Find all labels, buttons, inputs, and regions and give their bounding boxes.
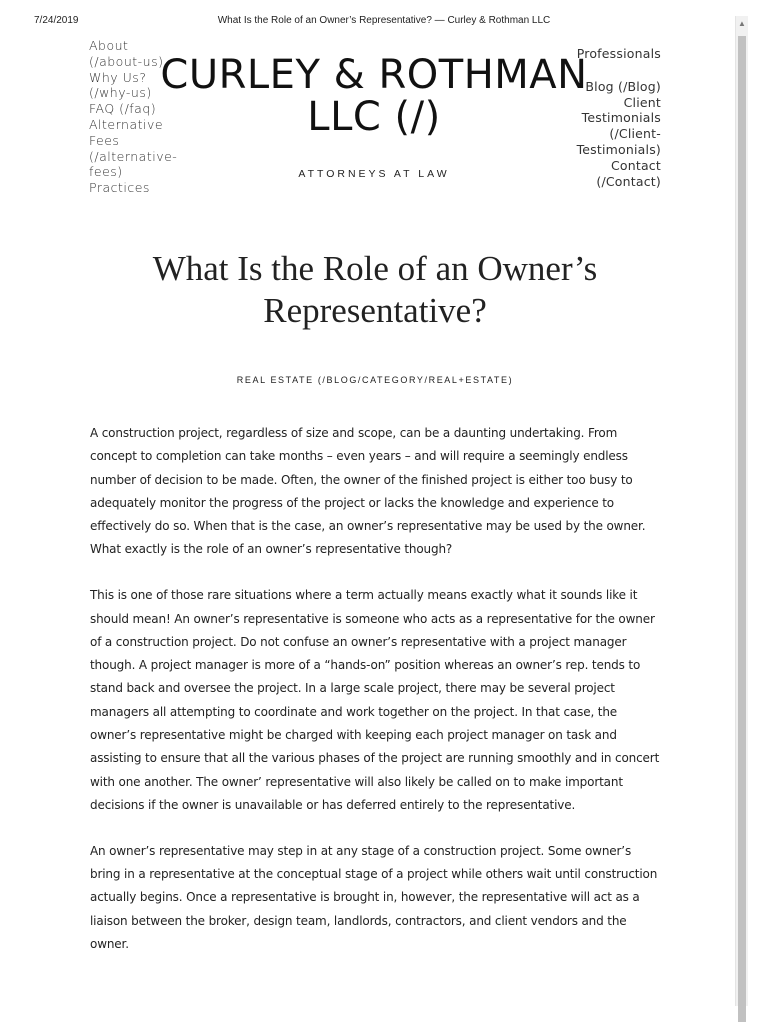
- site-logo-link[interactable]: [160, 54, 588, 138]
- article-paragraph: A construction project, regardless of size and scope, can be a daunting undertaking. From concept to completion can take months – even years – and will require a seemingly endless number of decision to be made. Often, the owner of the finished project is either too busy to adequately monitor the progress of the project or lacks the knowledge and experience to effectively do so. When that is the case, an owner’s representative may be used by the owner. What exactly is the role of an owner’s representative though?: [90, 426, 646, 557]
- vertical-scrollbar[interactable]: [735, 16, 748, 1006]
- article-body: [90, 422, 664, 979]
- category-link[interactable]: REAL ESTATE (/BLOG/CATEGORY/REAL+ESTATE): [236, 375, 514, 385]
- article-title-line1: What Is the Role of an Owner’s: [152, 249, 598, 288]
- brand-name-line2: LLC (/): [307, 94, 441, 140]
- nav-link-alternative[interactable]: Alternative: [89, 116, 164, 132]
- nav-link-testimonials[interactable]: Testimonials: [581, 110, 661, 126]
- site-tagline: ATTORNEYS AT LAW: [298, 168, 450, 180]
- nav-link-fees[interactable]: Fees: [89, 132, 120, 148]
- nav-link-client[interactable]: Client: [623, 94, 661, 110]
- nav-link-practices[interactable]: Practices: [89, 180, 150, 196]
- nav-link-blog[interactable]: Blog (/Blog): [585, 78, 661, 94]
- nav-link-why-us-url[interactable]: (/why-us): [89, 85, 152, 101]
- article-paragraph: An owner’s representative may step in at any stage of a construction project. Some owner’s bring in a representative at the conceptual stage of a project while others wait until construction actually begins. Once a representative is brought in, however, the representative will act as a liaison between the broker, design team, landlords, contractors, and client vendors and the owner.: [90, 843, 658, 951]
- nav-link-testimonials-url[interactable]: Testimonials): [576, 141, 661, 157]
- article-title: [90, 248, 660, 332]
- scroll-up-arrow-icon[interactable]: ▲: [738, 19, 746, 28]
- nav-link-fees-url-end[interactable]: fees): [89, 164, 123, 180]
- nav-link-why-us[interactable]: Why Us?: [89, 69, 147, 85]
- nav-link-about-url[interactable]: (/about-us): [89, 53, 164, 69]
- print-header: [0, 15, 768, 29]
- brand-name-line1: CURLEY & ROTHMAN: [160, 52, 588, 98]
- nav-link-professionals[interactable]: Professionals: [576, 46, 661, 61]
- nav-link-contact-url[interactable]: (/Contact): [596, 173, 661, 189]
- scrollbar-thumb[interactable]: [738, 36, 746, 1022]
- article-title-line2: Representative?: [263, 291, 487, 330]
- nav-link-alternative-fees-url[interactable]: (/alternative-: [89, 148, 178, 164]
- nav-link-client-url[interactable]: (/Client-: [609, 126, 661, 142]
- print-date: 7/24/2019: [34, 15, 79, 26]
- article-paragraph: This is one of those rare situations where a term actually means exactly what it sounds like it should mean! An owner’s representative is someone who acts as a representative for the owner of a construction project. Do not confuse an owner’s representative with a project manager though. A project manager is more of a “hands-on” position whereas an owner’s rep. tends to stand back and oversee the project. In a large scale project, there may be several project managers all attempting to coordinate and work together on the project. In that case, the owner’s representative might be charged with keeping each project manager on task and assisting to ensure that all the various phases of the project are running smoothly and in concert with one another. The owner’ representative will also likely be called on to make important decisions if the owner is unavailable or has deferred entirely to the representative.: [90, 588, 660, 812]
- print-page-title: What Is the Role of an Owner’s Representative? — Curley & Rothman LLC: [217, 15, 551, 26]
- nav-link-contact[interactable]: Contact: [610, 157, 661, 173]
- nav-link-faq[interactable]: FAQ (/faq): [89, 101, 157, 117]
- nav-link-about[interactable]: About: [89, 38, 129, 53]
